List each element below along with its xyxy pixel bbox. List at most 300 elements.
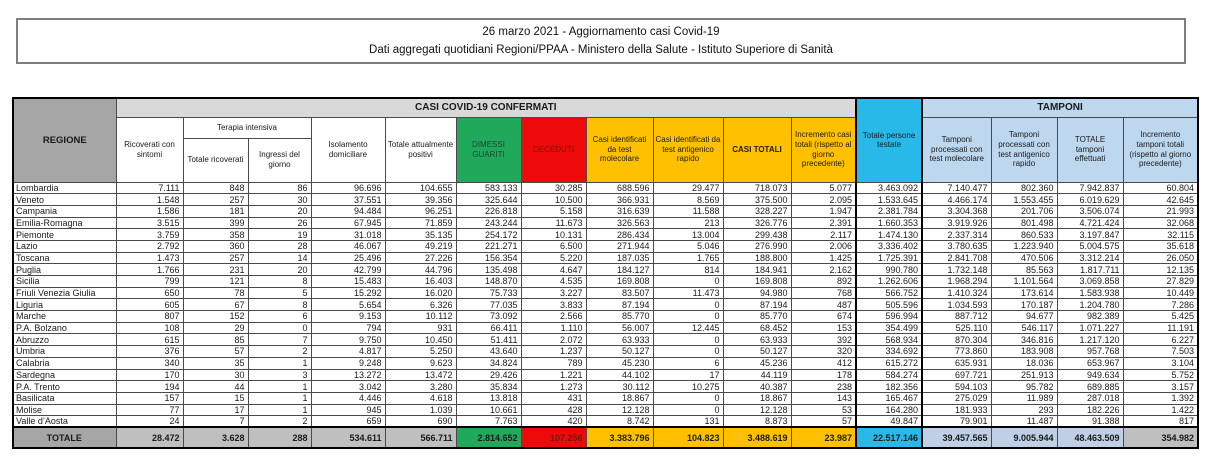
value-cell: 340 [116, 357, 183, 369]
value-cell: 957.768 [1057, 346, 1123, 358]
value-cell: 982.389 [1057, 311, 1123, 323]
region-name: Campania [13, 205, 116, 217]
value-cell: 3.919.926 [922, 217, 991, 229]
value-cell: 1.039 [385, 404, 456, 416]
deceduti-column-header: DECEDUTI [521, 117, 586, 182]
value-cell: 16.403 [385, 276, 456, 288]
value-cell: 376 [116, 346, 183, 358]
tamponi-group-header: TAMPONI [922, 98, 1198, 117]
value-cell: 257 [183, 194, 248, 206]
value-cell: 57 [183, 346, 248, 358]
value-cell: 27.226 [385, 252, 456, 264]
value-cell: 11.989 [991, 392, 1057, 404]
region-name: Lazio [13, 240, 116, 252]
value-cell: 11.191 [1123, 322, 1198, 334]
region-name: P.A. Trento [13, 381, 116, 393]
value-cell: 2.337.314 [922, 229, 991, 241]
value-cell: 71.859 [385, 217, 456, 229]
value-cell: 156.354 [456, 252, 521, 264]
value-cell: 5.250 [385, 346, 456, 358]
casi-confermati-group-header: CASI COVID-19 CONFERMATI [116, 98, 856, 117]
value-cell: 86 [248, 182, 311, 194]
value-cell: 1.725.391 [856, 252, 922, 264]
value-cell: 807 [116, 311, 183, 323]
table-row [13, 404, 1198, 416]
value-cell: 0 [653, 392, 723, 404]
value-cell: 1.968.294 [922, 276, 991, 288]
value-cell: 169.808 [586, 276, 653, 288]
value-cell: 860.533 [991, 229, 1057, 241]
value-cell: 3.157 [1123, 381, 1198, 393]
table-row [13, 217, 1198, 229]
value-cell: 615 [116, 334, 183, 346]
value-cell: 29.477 [653, 182, 723, 194]
table-row [13, 287, 1198, 299]
totale-value-cell: 534.611 [311, 427, 385, 448]
value-cell: 1.273 [521, 381, 586, 393]
value-cell: 3.506.074 [1057, 205, 1123, 217]
value-cell: 27.829 [1123, 276, 1198, 288]
value-cell: 7.503 [1123, 346, 1198, 358]
value-cell: 949.634 [1057, 369, 1123, 381]
value-cell: 11.473 [653, 287, 723, 299]
value-cell: 718.073 [723, 182, 791, 194]
value-cell: 43.640 [456, 346, 521, 358]
value-cell: 30.285 [521, 182, 586, 194]
value-cell: 12.445 [653, 322, 723, 334]
value-cell: 108 [116, 322, 183, 334]
value-cell: 135.498 [456, 264, 521, 276]
region-name: Basilicata [13, 392, 116, 404]
value-cell: 10.131 [521, 229, 586, 241]
value-cell: 9.750 [311, 334, 385, 346]
value-cell: 60.804 [1123, 182, 1198, 194]
value-cell: 87.194 [586, 299, 653, 311]
value-cell: 360 [183, 240, 248, 252]
value-cell: 2.006 [791, 240, 856, 252]
value-cell: 85 [183, 334, 248, 346]
totale-value-cell: 3.488.619 [723, 427, 791, 448]
value-cell: 3.042 [311, 381, 385, 393]
value-cell: 66.411 [456, 322, 521, 334]
value-cell: 8.569 [653, 194, 723, 206]
value-cell: 773.860 [922, 346, 991, 358]
value-cell: 1.732.148 [922, 264, 991, 276]
value-cell: 104.655 [385, 182, 456, 194]
totale-value-cell: 39.457.565 [922, 427, 991, 448]
value-cell: 5.004.575 [1057, 240, 1123, 252]
region-name: Toscana [13, 252, 116, 264]
totale-value-cell: 22.517.146 [856, 427, 922, 448]
value-cell: 67.945 [311, 217, 385, 229]
value-cell: 1.586 [116, 205, 183, 217]
table-row [13, 182, 1198, 194]
value-cell: 505.596 [856, 299, 922, 311]
value-cell: 50.127 [586, 346, 653, 358]
terapia-intensiva-group-header: Terapia intensiva [183, 117, 311, 138]
value-cell: 1.473 [116, 252, 183, 264]
value-cell: 34.824 [456, 357, 521, 369]
value-cell: 39.356 [385, 194, 456, 206]
value-cell: 0 [653, 311, 723, 323]
value-cell: 15.292 [311, 287, 385, 299]
value-cell: 1.660.353 [856, 217, 922, 229]
totale-value-cell: 3.383.796 [586, 427, 653, 448]
value-cell: 0 [653, 276, 723, 288]
value-cell: 3.312.214 [1057, 252, 1123, 264]
value-cell: 789 [521, 357, 586, 369]
value-cell: 6.326 [385, 299, 456, 311]
value-cell: 53 [791, 404, 856, 416]
totale-value-cell: 288 [248, 427, 311, 448]
value-cell: 428 [521, 404, 586, 416]
value-cell: 35.135 [385, 229, 456, 241]
value-cell: 78 [183, 287, 248, 299]
value-cell: 689.885 [1057, 381, 1123, 393]
table-row [13, 240, 1198, 252]
value-cell: 26.050 [1123, 252, 1198, 264]
value-cell: 243.244 [456, 217, 521, 229]
value-cell: 271.944 [586, 240, 653, 252]
value-cell: 17 [183, 404, 248, 416]
value-cell: 251.913 [991, 369, 1057, 381]
value-cell: 2.162 [791, 264, 856, 276]
value-cell: 945 [311, 404, 385, 416]
value-cell: 170.187 [991, 299, 1057, 311]
value-cell: 25.496 [311, 252, 385, 264]
value-cell: 57 [791, 416, 856, 428]
value-cell: 584.274 [856, 369, 922, 381]
value-cell: 11.673 [521, 217, 586, 229]
value-cell: 68.452 [723, 322, 791, 334]
table-row [13, 357, 1198, 369]
value-cell: 3.515 [116, 217, 183, 229]
value-cell: 354.499 [856, 322, 922, 334]
value-cell: 794 [311, 322, 385, 334]
region-name: Molise [13, 404, 116, 416]
value-cell: 188.800 [723, 252, 791, 264]
value-cell: 1.553.455 [991, 194, 1057, 206]
value-cell: 8 [248, 299, 311, 311]
value-cell: 990.780 [856, 264, 922, 276]
value-cell: 594.103 [922, 381, 991, 393]
totale-value-cell: 3.628 [183, 427, 248, 448]
casi-totali-column-header: CASI TOTALI [723, 117, 791, 182]
value-cell: 358 [183, 229, 248, 241]
value-cell: 184.127 [586, 264, 653, 276]
value-cell: 13.004 [653, 229, 723, 241]
table-row [13, 416, 1198, 428]
region-name: Veneto [13, 194, 116, 206]
value-cell: 8.873 [723, 416, 791, 428]
value-cell: 5.752 [1123, 369, 1198, 381]
value-cell: 226.818 [456, 205, 521, 217]
region-name: P.A. Bolzano [13, 322, 116, 334]
persone-testate-column-header: Totale persone testate [856, 98, 922, 182]
region-name: Puglia [13, 264, 116, 276]
value-cell: 77 [116, 404, 183, 416]
value-cell: 4.535 [521, 276, 586, 288]
value-cell: 1.034.593 [922, 299, 991, 311]
value-cell: 95.782 [991, 381, 1057, 393]
value-cell: 2.841.708 [922, 252, 991, 264]
value-cell: 44.796 [385, 264, 456, 276]
value-cell: 7.111 [116, 182, 183, 194]
value-cell: 1.221 [521, 369, 586, 381]
value-cell: 44.119 [723, 369, 791, 381]
value-cell: 50.127 [723, 346, 791, 358]
value-cell: 96.696 [311, 182, 385, 194]
table-row [13, 276, 1198, 288]
value-cell: 121 [183, 276, 248, 288]
value-cell: 399 [183, 217, 248, 229]
value-cell: 31.018 [311, 229, 385, 241]
value-cell: 257 [183, 252, 248, 264]
value-cell: 5.220 [521, 252, 586, 264]
value-cell: 14 [248, 252, 311, 264]
table-row [13, 194, 1198, 206]
terapia-totale-column-header: Totale ricoverati [183, 138, 248, 182]
region-name: Sicilia [13, 276, 116, 288]
value-cell: 44.102 [586, 369, 653, 381]
value-cell: 848 [183, 182, 248, 194]
totale-value-cell: 48.463.509 [1057, 427, 1123, 448]
value-cell: 525.110 [922, 322, 991, 334]
casi-molecolare-column-header: Casi identificati da test molecolare [586, 117, 653, 182]
value-cell: 63.933 [586, 334, 653, 346]
isolamento-column-header: Isolamento domiciliare [311, 117, 385, 182]
value-cell: 12.135 [1123, 264, 1198, 276]
value-cell: 887.712 [922, 311, 991, 323]
value-cell: 3.833 [521, 299, 586, 311]
value-cell: 2.117 [791, 229, 856, 241]
value-cell: 802.360 [991, 182, 1057, 194]
value-cell: 21.993 [1123, 205, 1198, 217]
value-cell: 67 [183, 299, 248, 311]
value-cell: 817 [1123, 416, 1198, 428]
value-cell: 1.071.227 [1057, 322, 1123, 334]
value-cell: 293 [991, 404, 1057, 416]
table-row [13, 252, 1198, 264]
value-cell: 870.304 [922, 334, 991, 346]
tamponi-molecolare-column-header: Tamponi processati con test molecolare [922, 117, 991, 182]
totale-value-cell: 9.005.944 [991, 427, 1057, 448]
value-cell: 334.692 [856, 346, 922, 358]
value-cell: 596.994 [856, 311, 922, 323]
value-cell: 799 [116, 276, 183, 288]
totale-row [13, 427, 1198, 448]
value-cell: 91.388 [1057, 416, 1123, 428]
value-cell: 4.466.174 [922, 194, 991, 206]
value-cell: 13.818 [456, 392, 521, 404]
value-cell: 5 [248, 287, 311, 299]
region-name: Liguria [13, 299, 116, 311]
region-name: Sardegna [13, 369, 116, 381]
value-cell: 7.763 [456, 416, 521, 428]
value-cell: 1.817.711 [1057, 264, 1123, 276]
value-cell: 326.776 [723, 217, 791, 229]
value-cell: 152 [183, 311, 248, 323]
value-cell: 5.077 [791, 182, 856, 194]
value-cell: 143 [791, 392, 856, 404]
terapia-ingressi-column-header: Ingressi del giorno [248, 138, 311, 182]
value-cell: 0 [653, 299, 723, 311]
value-cell: 0 [653, 346, 723, 358]
value-cell: 316.639 [586, 205, 653, 217]
covid-data-table [12, 97, 1199, 449]
value-cell: 87.194 [723, 299, 791, 311]
value-cell: 187.035 [586, 252, 653, 264]
value-cell: 77.035 [456, 299, 521, 311]
value-cell: 4.721.424 [1057, 217, 1123, 229]
value-cell: 568.934 [856, 334, 922, 346]
value-cell: 12.128 [723, 404, 791, 416]
value-cell: 0 [653, 334, 723, 346]
value-cell: 299.438 [723, 229, 791, 241]
table-row [13, 299, 1198, 311]
value-cell: 4.817 [311, 346, 385, 358]
value-cell: 605 [116, 299, 183, 311]
value-cell: 18.867 [586, 392, 653, 404]
value-cell: 94.980 [723, 287, 791, 299]
value-cell: 44 [183, 381, 248, 393]
value-cell: 6 [248, 311, 311, 323]
table-row [13, 381, 1198, 393]
value-cell: 75.733 [456, 287, 521, 299]
table-row [13, 229, 1198, 241]
value-cell: 194 [116, 381, 183, 393]
region-name: Piemonte [13, 229, 116, 241]
value-cell: 18.867 [723, 392, 791, 404]
value-cell: 1.422 [1123, 404, 1198, 416]
value-cell: 2.072 [521, 334, 586, 346]
value-cell: 3.197.847 [1057, 229, 1123, 241]
value-cell: 173.614 [991, 287, 1057, 299]
value-cell: 3.463.092 [856, 182, 922, 194]
value-cell: 10.661 [456, 404, 521, 416]
value-cell: 1 [248, 404, 311, 416]
value-cell: 6.500 [521, 240, 586, 252]
value-cell: 51.411 [456, 334, 521, 346]
value-cell: 157 [116, 392, 183, 404]
value-cell: 320 [791, 346, 856, 358]
value-cell: 164.280 [856, 404, 922, 416]
value-cell: 79.901 [922, 416, 991, 428]
value-cell: 412 [791, 357, 856, 369]
table-row [13, 205, 1198, 217]
value-cell: 3.336.402 [856, 240, 922, 252]
value-cell: 690 [385, 416, 456, 428]
value-cell: 768 [791, 287, 856, 299]
value-cell: 30.112 [586, 381, 653, 393]
value-cell: 3.780.635 [922, 240, 991, 252]
value-cell: 4.618 [385, 392, 456, 404]
value-cell: 346.816 [991, 334, 1057, 346]
value-cell: 32.115 [1123, 229, 1198, 241]
ricoverati-column-header: Ricoverati con sintomi [116, 117, 183, 182]
value-cell: 470.506 [991, 252, 1057, 264]
value-cell: 5.425 [1123, 311, 1198, 323]
value-cell: 892 [791, 276, 856, 288]
value-cell: 131 [653, 416, 723, 428]
value-cell: 181 [183, 205, 248, 217]
value-cell: 3.104 [1123, 357, 1198, 369]
value-cell: 674 [791, 311, 856, 323]
value-cell: 6.227 [1123, 334, 1198, 346]
value-cell: 1.392 [1123, 392, 1198, 404]
value-cell: 4.647 [521, 264, 586, 276]
value-cell: 49.219 [385, 240, 456, 252]
totale-value-cell: 28.472 [116, 427, 183, 448]
value-cell: 15.483 [311, 276, 385, 288]
value-cell: 931 [385, 322, 456, 334]
value-cell: 2.566 [521, 311, 586, 323]
totale-label: TOTALE [13, 427, 116, 448]
value-cell: 181.933 [922, 404, 991, 416]
value-cell: 3.759 [116, 229, 183, 241]
value-cell: 431 [521, 392, 586, 404]
value-cell: 148.870 [456, 276, 521, 288]
incremento-tamponi-column-header: Incremento tamponi totali (rispetto al giorno precedente) [1123, 117, 1198, 182]
value-cell: 1.223.940 [991, 240, 1057, 252]
value-cell: 1.217.120 [1057, 334, 1123, 346]
value-cell: 566.752 [856, 287, 922, 299]
value-cell: 213 [653, 217, 723, 229]
value-cell: 1.765 [653, 252, 723, 264]
value-cell: 1.947 [791, 205, 856, 217]
value-cell: 8 [248, 276, 311, 288]
value-cell: 178 [791, 369, 856, 381]
value-cell: 20 [248, 264, 311, 276]
incremento-casi-column-header: Incremento casi totali (rispetto al giorno precedente) [791, 117, 856, 182]
report-source-subtitle: Dati aggregati quotidiani Regioni/PPAA - Ministero della Salute - Istituto Superiore di Sanità [369, 44, 833, 56]
value-cell: 169.808 [723, 276, 791, 288]
value-cell: 165.467 [856, 392, 922, 404]
value-cell: 85.770 [723, 311, 791, 323]
value-cell: 35.834 [456, 381, 521, 393]
totale-value-cell: 23.987 [791, 427, 856, 448]
value-cell: 487 [791, 299, 856, 311]
value-cell: 254.172 [456, 229, 521, 241]
value-cell: 24 [116, 416, 183, 428]
region-name: Emilia-Romagna [13, 217, 116, 229]
value-cell: 1.766 [116, 264, 183, 276]
value-cell: 30 [183, 369, 248, 381]
table-row [13, 264, 1198, 276]
region-name: Abruzzo [13, 334, 116, 346]
value-cell: 35.618 [1123, 240, 1198, 252]
tamponi-totale-column-header: TOTALE tamponi effettuati [1057, 117, 1123, 182]
value-cell: 650 [116, 287, 183, 299]
value-cell: 583.133 [456, 182, 521, 194]
value-cell: 18.036 [991, 357, 1057, 369]
region-name: Friuli Venezia Giulia [13, 287, 116, 299]
value-cell: 3.304.368 [922, 205, 991, 217]
value-cell: 3.069.858 [1057, 276, 1123, 288]
value-cell: 83.507 [586, 287, 653, 299]
value-cell: 328.227 [723, 205, 791, 217]
value-cell: 10.275 [653, 381, 723, 393]
value-cell: 1 [248, 392, 311, 404]
value-cell: 8.742 [586, 416, 653, 428]
value-cell: 9.623 [385, 357, 456, 369]
title-box [16, 18, 1186, 64]
value-cell: 287.018 [1057, 392, 1123, 404]
value-cell: 375.500 [723, 194, 791, 206]
value-cell: 182.356 [856, 381, 922, 393]
value-cell: 42.645 [1123, 194, 1198, 206]
value-cell: 3 [248, 369, 311, 381]
